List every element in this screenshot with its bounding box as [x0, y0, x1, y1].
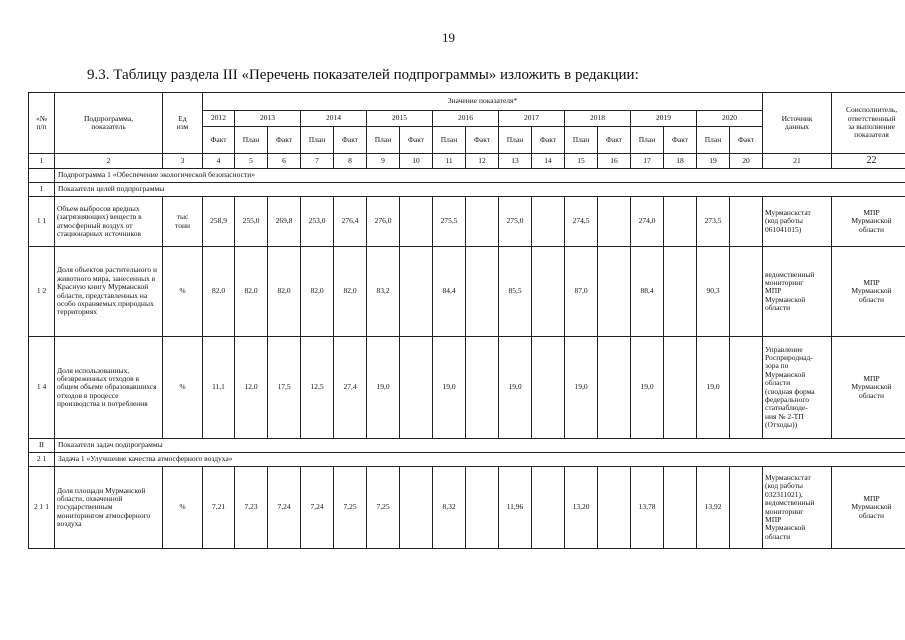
indicator-executor: МПР Мурманской области	[832, 467, 905, 549]
indicator-value: 19,0	[433, 337, 466, 439]
year-header: 2020	[697, 111, 763, 127]
indicator-value	[466, 197, 499, 247]
plan-fact-header: План	[367, 127, 400, 154]
indicator-value: 276,4	[334, 197, 367, 247]
indicator-value: 13,20	[565, 467, 598, 549]
indicator-value	[466, 337, 499, 439]
header-unit: Ед изм	[163, 93, 203, 154]
indicator-value: 12,5	[301, 337, 334, 439]
indicator-value: 19,0	[697, 337, 730, 439]
indicator-value: 88,4	[631, 247, 664, 337]
indicator-name: Объем выбросов вредных (загрязняющих) веществ в атмосферный воздух от стационарных источников	[55, 197, 163, 247]
section-num: 2 1	[29, 453, 55, 467]
indicator-source: ведомственный мониторинг МПР Мурманской области	[763, 247, 832, 337]
indicator-value	[466, 467, 499, 549]
year-header: 2015	[367, 111, 433, 127]
indicator-name: Доля площади Мурманской области, охваченной государственным мониторингом атмосферного воздуха	[55, 467, 163, 549]
section-num	[29, 169, 55, 183]
section-title: Показатели задач подпрограммы	[55, 439, 905, 453]
plan-fact-header: Факт	[730, 127, 763, 154]
indicator-value: 258,9	[203, 197, 235, 247]
column-number: 18	[664, 154, 697, 169]
indicator-value: 275,0	[499, 197, 532, 247]
indicator-value	[730, 197, 763, 247]
indicator-value: 90,3	[697, 247, 730, 337]
indicator-value	[730, 467, 763, 549]
year-header: 2018	[565, 111, 631, 127]
indicator-value: 7,21	[203, 467, 235, 549]
indicator-name: Доля использованных, обезвреженных отходов в общем объеме образовавшихся отходов в процессе производства и потребления	[55, 337, 163, 439]
indicator-value	[664, 197, 697, 247]
indicator-value: 13,92	[697, 467, 730, 549]
indicator-executor: МПР Мурманской области	[832, 337, 905, 439]
column-number: 6	[268, 154, 301, 169]
indicator-value: 276,0	[367, 197, 400, 247]
column-number: 17	[631, 154, 664, 169]
plan-fact-header: План	[433, 127, 466, 154]
indicator-value: 82,0	[203, 247, 235, 337]
plan-fact-header: План	[697, 127, 730, 154]
indicator-value: 82,0	[235, 247, 268, 337]
indicator-value: 82,0	[268, 247, 301, 337]
column-number: 7	[301, 154, 334, 169]
indicator-value	[466, 247, 499, 337]
indicator-executor: МПР Мурманской области	[832, 247, 905, 337]
indicator-value: 253,0	[301, 197, 334, 247]
indicator-num: 2 1 1	[29, 467, 55, 549]
indicator-value: 8,32	[433, 467, 466, 549]
indicator-value: 7,23	[235, 467, 268, 549]
indicator-num: 1 1	[29, 197, 55, 247]
plan-fact-header: Факт	[532, 127, 565, 154]
indicator-value: 274,5	[565, 197, 598, 247]
plan-fact-header: План	[301, 127, 334, 154]
plan-fact-header: Факт	[268, 127, 301, 154]
indicator-value	[664, 247, 697, 337]
indicator-unit: тыс тонн	[163, 197, 203, 247]
column-number: 9	[367, 154, 400, 169]
column-number: 5	[235, 154, 268, 169]
indicator-value: 273,5	[697, 197, 730, 247]
indicator-value	[598, 197, 631, 247]
indicator-value: 85,5	[499, 247, 532, 337]
column-number: 11	[433, 154, 466, 169]
indicator-value: 19,0	[631, 337, 664, 439]
header-source: Источник данных	[763, 93, 832, 154]
indicator-value: 87,0	[565, 247, 598, 337]
indicator-value	[730, 247, 763, 337]
year-header: 2013	[235, 111, 301, 127]
indicator-value: 19,0	[565, 337, 598, 439]
header-num: «№ п/п	[29, 93, 55, 154]
column-number: 13	[499, 154, 532, 169]
indicator-value: 7,24	[301, 467, 334, 549]
plan-fact-header: Факт	[664, 127, 697, 154]
indicator-value	[532, 197, 565, 247]
indicator-unit: %	[163, 337, 203, 439]
year-header: 2014	[301, 111, 367, 127]
indicator-value: 269,8	[268, 197, 301, 247]
year-header: 2017	[499, 111, 565, 127]
plan-fact-header: План	[235, 127, 268, 154]
page-number: 19	[442, 30, 455, 45]
indicator-num: 1 4	[29, 337, 55, 439]
indicator-value: 82,0	[334, 247, 367, 337]
plan-fact-header: Факт	[598, 127, 631, 154]
indicators-table	[28, 92, 905, 549]
section-title: Показатели целей подпрограммы	[55, 183, 905, 197]
column-number: 16	[598, 154, 631, 169]
indicator-value: 12,0	[235, 337, 268, 439]
indicator-value: 7,24	[268, 467, 301, 549]
header-executor: Соисполнитель, ответственный за выполнение показателя	[832, 93, 905, 154]
column-number: 8	[334, 154, 367, 169]
indicator-value: 11,1	[203, 337, 235, 439]
indicator-value	[400, 197, 433, 247]
indicator-value: 11,96	[499, 467, 532, 549]
indicator-source: Мурманскстат (код работы 061041015)	[763, 197, 832, 247]
plan-fact-header: План	[565, 127, 598, 154]
column-number: 10	[400, 154, 433, 169]
plan-fact-header: Факт	[334, 127, 367, 154]
indicator-value	[664, 467, 697, 549]
indicator-value: 275,5	[433, 197, 466, 247]
indicator-value: 27,4	[334, 337, 367, 439]
indicator-value	[598, 467, 631, 549]
section-title: Задача 1 «Улучшение качества атмосферного воздуха»	[55, 453, 905, 467]
indicator-value: 17,5	[268, 337, 301, 439]
indicator-value	[532, 467, 565, 549]
section-title: Подпрограмма 1 «Обеспечение экологической безопасности»	[55, 169, 905, 183]
plan-fact-header: План	[631, 127, 664, 154]
column-number: 3	[163, 154, 203, 169]
indicator-value: 82,0	[301, 247, 334, 337]
plan-fact-header: План	[499, 127, 532, 154]
indicator-value	[730, 337, 763, 439]
indicator-value	[400, 247, 433, 337]
column-number: 1	[29, 154, 55, 169]
indicator-unit: %	[163, 247, 203, 337]
header-name: Подпрограмма, показатель	[55, 93, 163, 154]
column-number: 19	[697, 154, 730, 169]
indicator-name: Доля объектов растительного и животного мира, занесенных в Красную книгу Мурманской области, представленных на особо охраняемых природных территориях	[55, 247, 163, 337]
plan-fact-header: Факт	[203, 127, 235, 154]
column-number: 4	[203, 154, 235, 169]
indicator-source: Управление Росприроднад- зора по Мурманской области (сводная форма федерального статнаблюде- ния № 2-ТП (Отходы))	[763, 337, 832, 439]
section-num: I	[29, 183, 55, 197]
column-number: 22	[832, 154, 905, 169]
year-header: 2012	[203, 111, 235, 127]
header-values-title: Значение показателя*	[203, 93, 763, 111]
indicator-value: 274,0	[631, 197, 664, 247]
indicator-row	[29, 467, 905, 549]
indicator-value: 83,2	[367, 247, 400, 337]
indicator-row	[29, 337, 905, 439]
plan-fact-header: Факт	[466, 127, 499, 154]
plan-fact-header: Факт	[400, 127, 433, 154]
section-heading: 9.3. Таблицу раздела III «Перечень показателей подпрограммы» изложить в редакции:	[87, 67, 639, 83]
indicator-source: Мурманскстат (код работы 032311021), ведомственный мониторинг МПР Мурманской области	[763, 467, 832, 549]
section-num: II	[29, 439, 55, 453]
indicator-value	[532, 247, 565, 337]
indicator-value	[532, 337, 565, 439]
year-header: 2019	[631, 111, 697, 127]
column-number: 15	[565, 154, 598, 169]
indicator-value	[400, 467, 433, 549]
indicator-value: 255,0	[235, 197, 268, 247]
indicator-row	[29, 247, 905, 337]
indicator-row	[29, 197, 905, 247]
indicator-num: 1 2	[29, 247, 55, 337]
indicator-value: 19,0	[499, 337, 532, 439]
column-number: 12	[466, 154, 499, 169]
indicator-value	[598, 247, 631, 337]
column-number: 2	[55, 154, 163, 169]
indicator-value: 19,0	[367, 337, 400, 439]
indicator-executor: МПР Мурманской области	[832, 197, 905, 247]
column-number: 21	[763, 154, 832, 169]
indicator-unit: %	[163, 467, 203, 549]
indicator-value	[400, 337, 433, 439]
indicator-value: 7,25	[334, 467, 367, 549]
column-number: 14	[532, 154, 565, 169]
indicator-value	[664, 337, 697, 439]
indicator-value: 13,78	[631, 467, 664, 549]
year-header: 2016	[433, 111, 499, 127]
indicator-value: 84,4	[433, 247, 466, 337]
indicator-value: 7,25	[367, 467, 400, 549]
indicator-value	[598, 337, 631, 439]
column-number: 20	[730, 154, 763, 169]
